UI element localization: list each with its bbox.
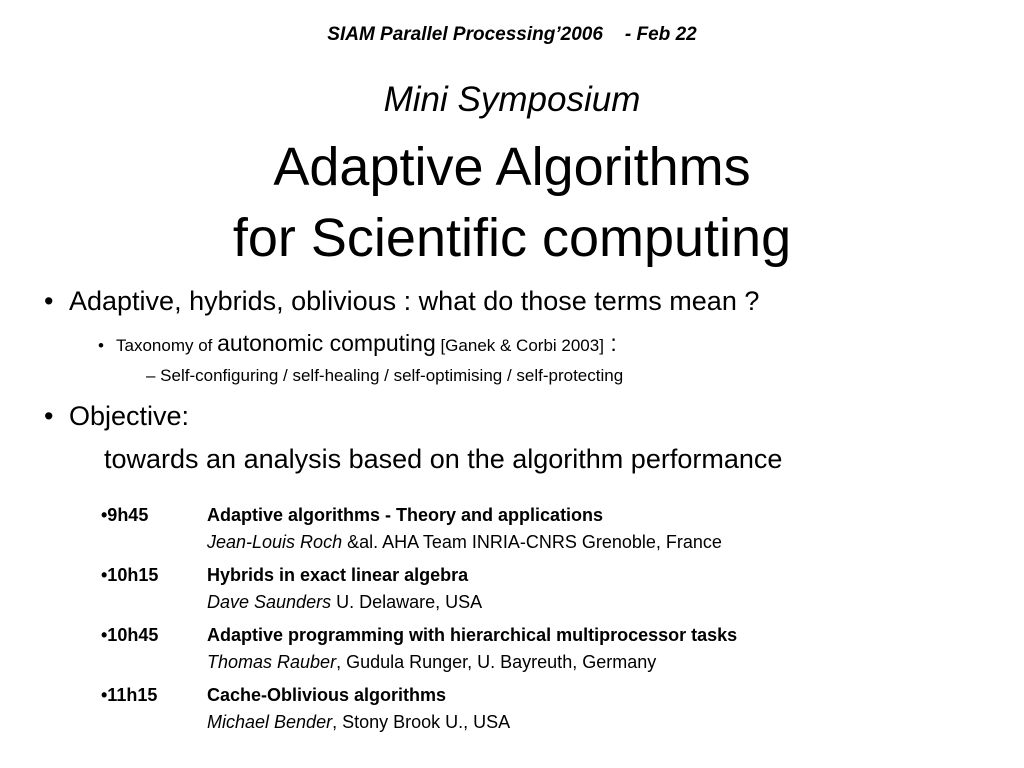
speaker-name: Michael Bender — [207, 712, 333, 732]
bullet-objective-text: Objective: — [69, 401, 190, 431]
taxonomy-suffix: : — [603, 330, 617, 356]
taxonomy-emph: autonomic computing — [217, 330, 436, 356]
taxonomy-cite: [Ganek & Corbi 2003] — [435, 336, 604, 355]
speaker-affiliation: &al. AHA Team INRIA-CNRS Grenoble, France — [342, 532, 722, 552]
bullet-dot: • — [44, 286, 54, 316]
talk-speakers — [207, 532, 722, 553]
talk-time: •10h45 — [101, 625, 159, 645]
header-line — [0, 24, 1024, 46]
taxonomy-prefix: Taxonomy of — [116, 336, 218, 355]
subtitle: Mini Symposium — [383, 80, 641, 119]
bullet-terms — [44, 286, 759, 317]
talk-speakers — [207, 592, 482, 613]
speaker-name: Jean-Louis Roch — [207, 532, 343, 552]
bullet-terms-text: Adaptive, hybrids, oblivious : what do those terms mean ? — [69, 286, 760, 316]
event-date: - Feb 22 — [624, 24, 697, 45]
sub-sub-bullet-self: – Self-configuring / self-healing / self-optimising / self-protecting — [146, 366, 624, 385]
speaker-name: Thomas Rauber — [207, 652, 337, 672]
talk-speakers — [207, 712, 510, 733]
speaker-name: Dave Saunders — [207, 592, 332, 612]
bullet-objective — [44, 401, 189, 432]
talk-title: Cache-Oblivious algorithms — [207, 685, 447, 705]
sub-bullet-taxonomy — [98, 330, 617, 357]
bullet-dot: • — [44, 401, 54, 431]
speaker-affiliation: , Stony Brook U., USA — [332, 712, 511, 732]
talk-speakers — [207, 652, 656, 673]
speaker-affiliation: U. Delaware, USA — [331, 592, 483, 612]
event-name: SIAM Parallel Processing’2006 — [327, 24, 603, 45]
title-line-2: for Scientific computing — [232, 208, 792, 268]
talk-title: Hybrids in exact linear algebra — [207, 565, 469, 585]
talk-time: •10h15 — [101, 565, 159, 585]
title-line-1: Adaptive Algorithms — [273, 137, 751, 197]
bullet-dot: • — [98, 336, 104, 355]
talk-title: Adaptive programming with hierarchical multiprocessor tasks — [207, 625, 738, 645]
talk-title: Adaptive algorithms - Theory and applications — [207, 505, 604, 525]
speaker-affiliation: , Gudula Runger, U. Bayreuth, Germany — [336, 652, 657, 672]
talk-time: •9h45 — [101, 505, 149, 525]
objective-detail: towards an analysis based on the algorithm performance — [104, 444, 783, 474]
talk-time: •11h15 — [101, 685, 158, 705]
